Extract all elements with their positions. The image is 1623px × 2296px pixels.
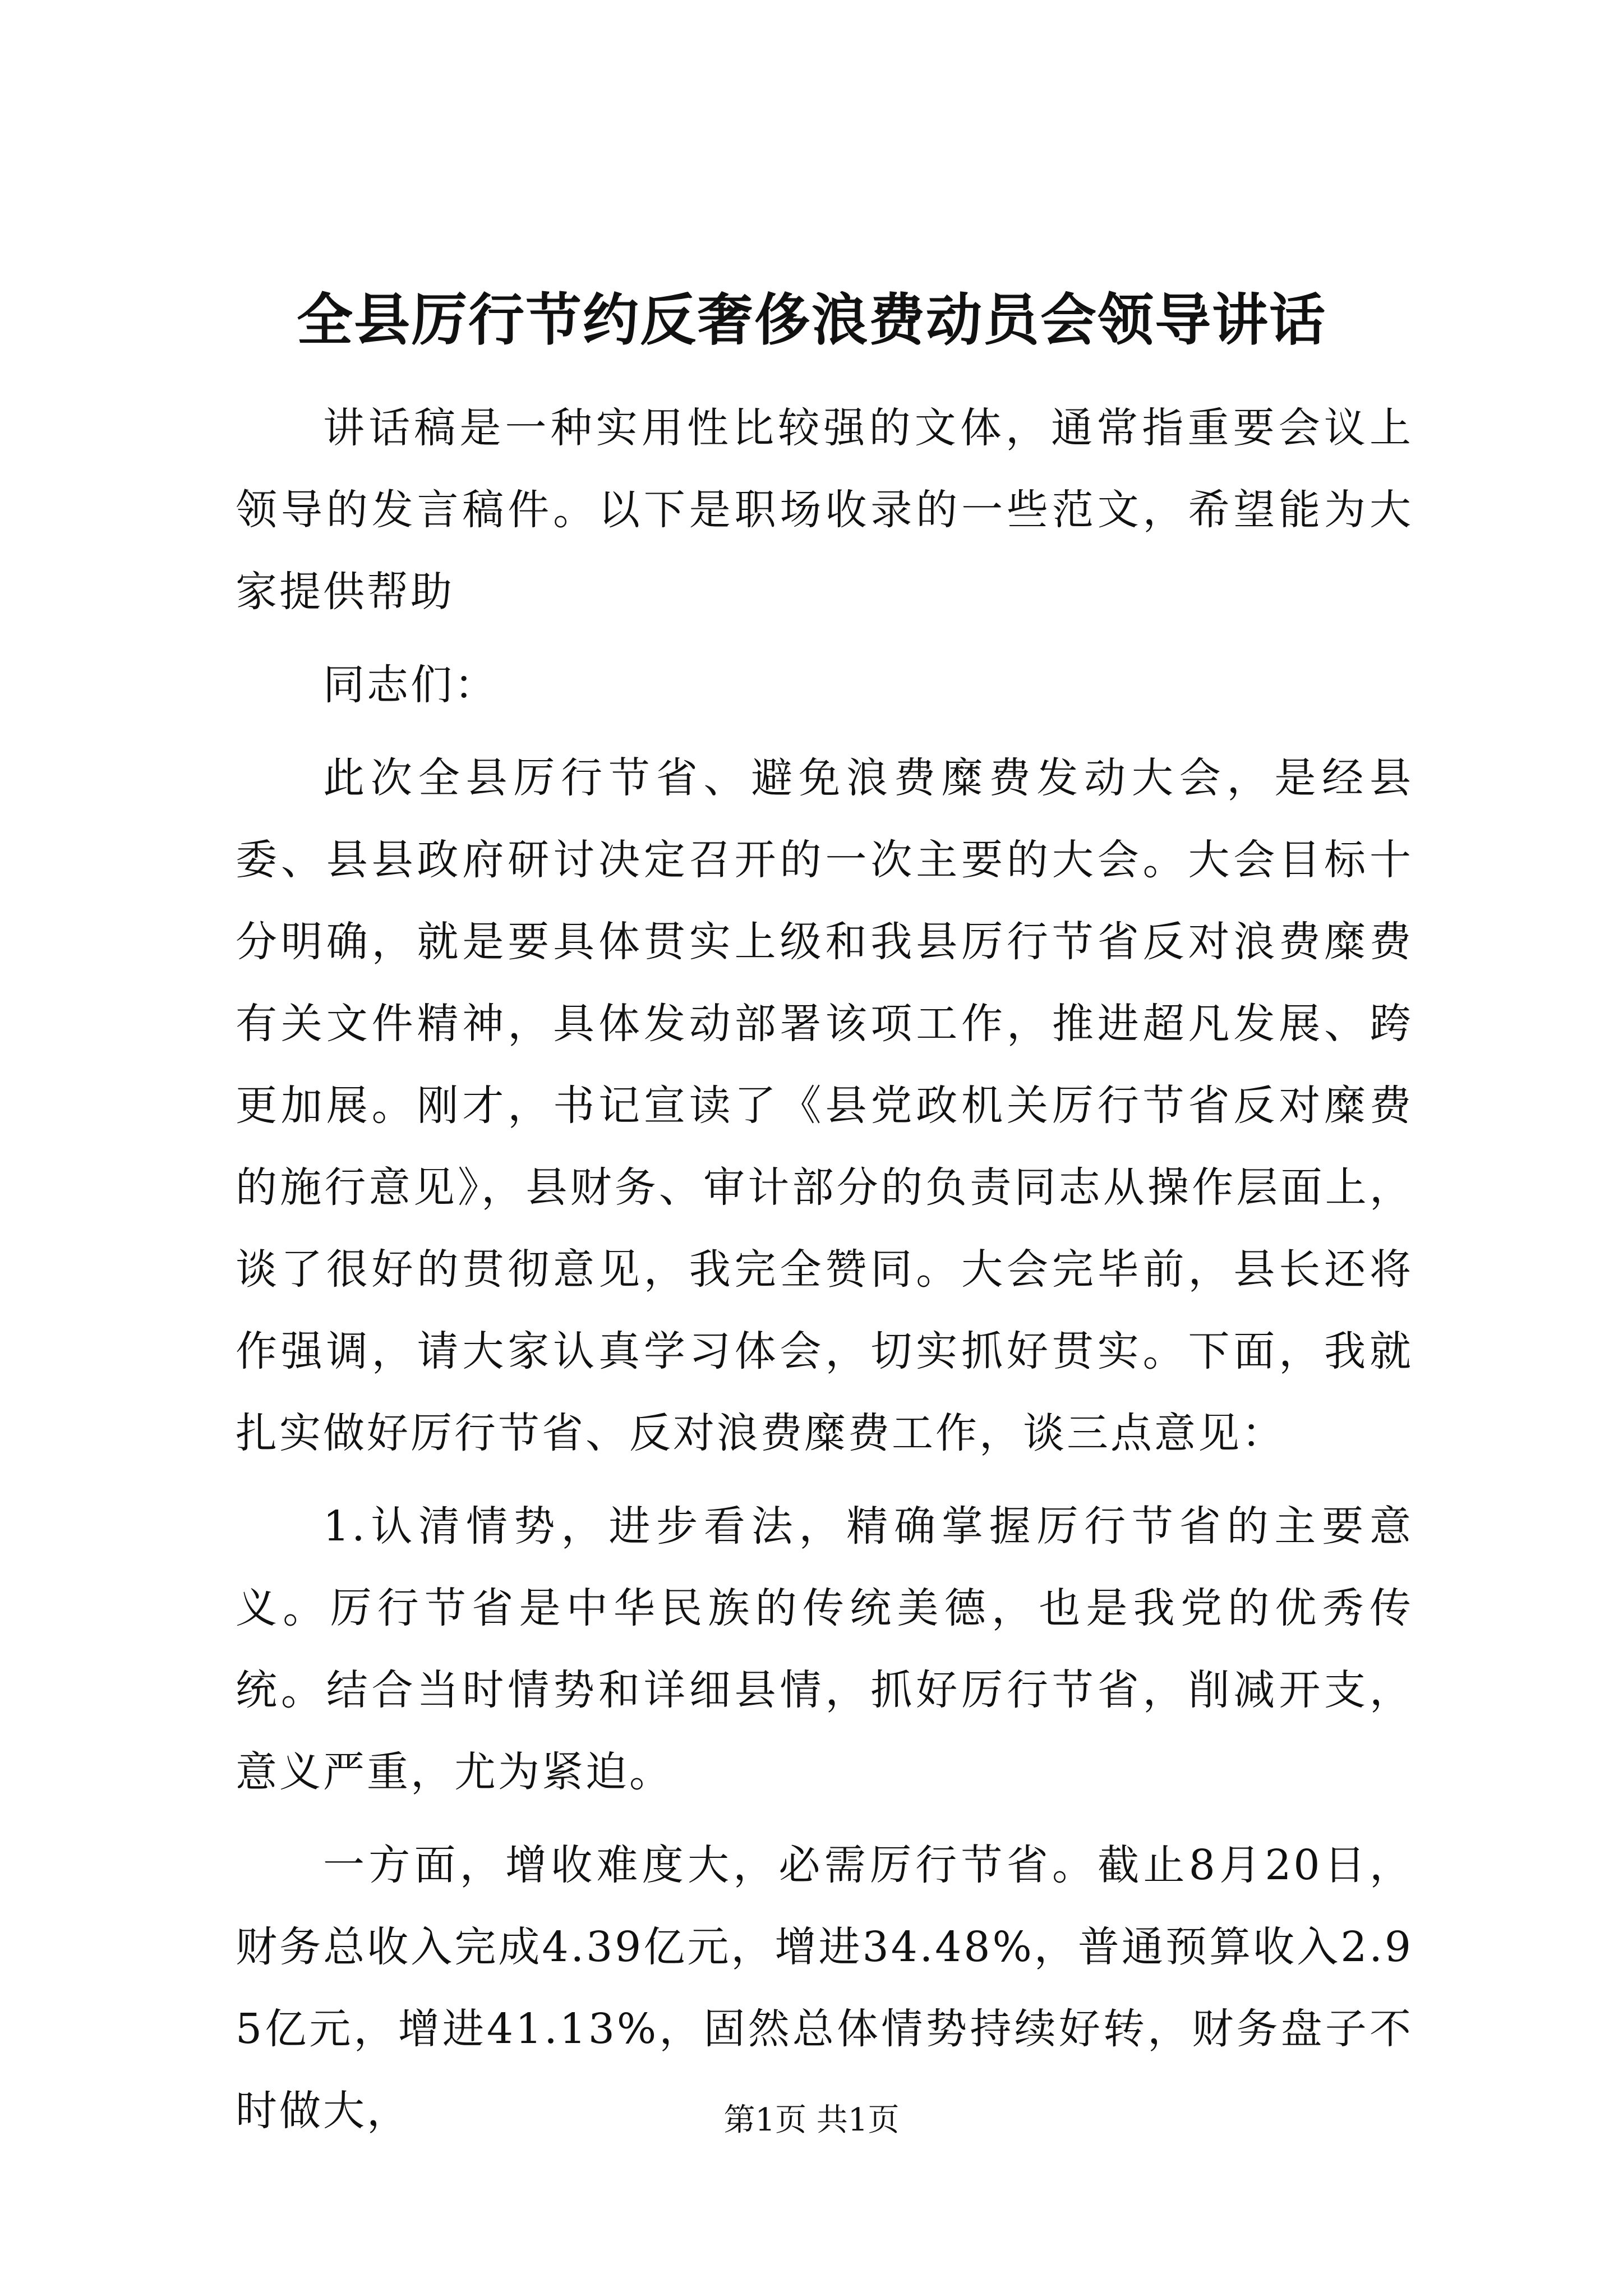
document-body <box>236 387 1413 2152</box>
paragraph-revenue: 一方面，增收难度大，必需厉行节省。截止8月20日，财务总收入完成4.39亿元，增进34.48%，普通预算收入2.95亿元，增进41.13%，固然总体情势持续好转，财务盘子不时做大， <box>236 1841 1413 2135</box>
document-title: 全县厉行节约反奢侈浪费动员会领导讲话 <box>297 287 1326 353</box>
paragraph-intro: 讲话稿是一种实用性比较强的文体，通常指重要会议上领导的发言稿件。以下是职场收录的一些范文，希望能为大家提供帮助 <box>236 404 1413 616</box>
paragraph-opening: 此次全县厉行节省、避免浪费糜费发动大会，是经县委、县县政府研讨决定召开的一次主要的大会。大会目标十分明确，就是要具体贯实上级和我县厉行节省反对浪费糜费有关文件精神，具体发动部署该项工作，推进超凡发展、跨更加展。刚才，书记宣读了《县党政机关厉行节省反对糜费的施行意见》，县财务、审计部分的负责同志从操作层面上，谈了很好的贯彻意见，我完全赞同。大会完毕前，县长还将作强调，请大家认真学习体会，切实抓好贯实。下面，我就扎实做好厉行节省、反对浪费糜费工作，谈三点意见： <box>236 754 1413 1457</box>
page-number-footer: 第1页 共1页 <box>723 2102 900 2138</box>
paragraph-salutation: 同志们： <box>323 661 498 709</box>
paragraph-point-one: 1.认清情势，进步看法，精确掌握厉行节省的主要意义。厉行节省是中华民族的传统美德，也是我党的优秀传统。结合当时情势和详细县情，抓好厉行节省，削减开支，意义严重，尤为紧迫。 <box>236 1502 1413 1796</box>
